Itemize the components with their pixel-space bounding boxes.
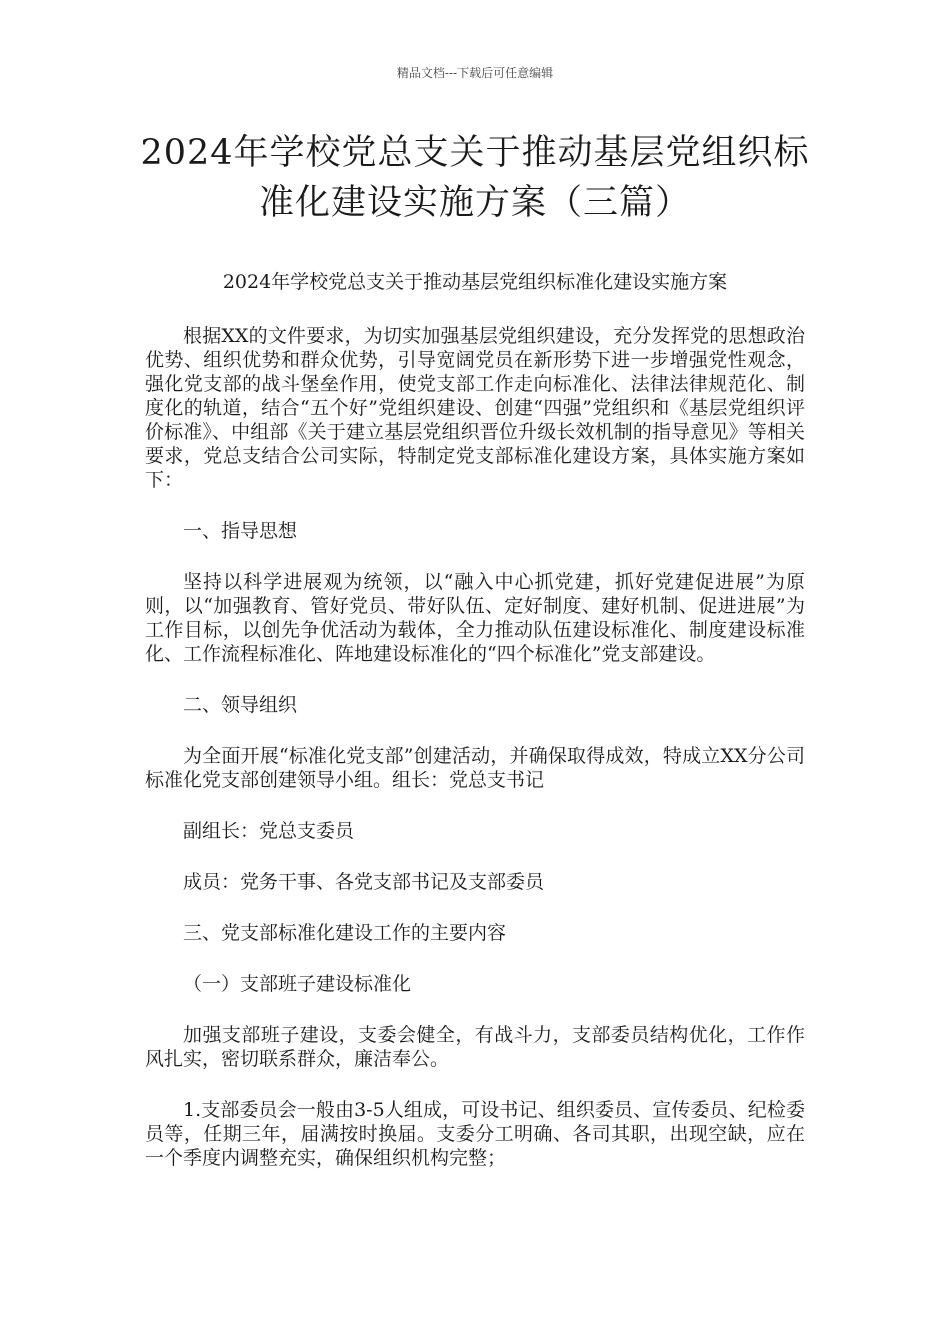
section-heading-leadership: 二、领导组织 (183, 694, 298, 716)
branch-team-paragraph: 加强支部班子建设，支委会健全，有战斗力，支部委员结构优化，工作作风扎实，密切联系群众，廉洁奉公。 (145, 1024, 805, 1070)
document-body (145, 270, 805, 1197)
item-1-paragraph: 1.支部委员会一般由3-5人组成，可设书记、组织委员、宣传委员、纪检委员等，任期三年，届满按时换届。支委分工明确、各司其职，出现空缺，应在一个季度内调整充实，确保组织机构完整； (145, 1099, 805, 1169)
subsection-heading-branch-team: （一）支部班子建设标准化 (183, 973, 412, 995)
intro-paragraph: 根据XX的文件要求，为切实加强基层党组织建设，充分发挥党的思想政治优势、组织优势和群众优势，引导宽阔党员在新形势下进一步增强党性观念，强化党支部的战斗堡垒作用，使党支部工作走向标准化、法律法律规范化、制度化的轨道，结合“五个好”党组织建设、创建“四强”党组织和《基层党组织评价标准》、中组部《关于建立基层党组织晋位升级长效机制的指导意见》等相关要求，党总支结合公司实际，特制定党支部标准化建设方案，具体实施方案如下： (145, 325, 805, 491)
document-subtitle: 2024年学校党总支关于推动基层党组织标准化建设实施方案 (222, 271, 728, 293)
document-title: 2024年学校党总支关于推动基层党组织标准化建设实施方案（三篇） (140, 133, 810, 223)
deputy-leader-line: 副组长：党总支委员 (183, 820, 355, 842)
members-line: 成员：党务干事、各党支部书记及支部委员 (183, 871, 545, 893)
leadership-paragraph: 为全面开展“标准化党支部”创建活动，并确保取得成效，特成立XX分公司标准化党支部创建领导小组。组长：党总支书记 (145, 745, 805, 791)
header-note: 精品文档---下载后可任意编辑 (396, 66, 554, 80)
section-heading-main-content: 三、党支部标准化建设工作的主要内容 (183, 922, 507, 944)
guiding-ideology-paragraph: 坚持以科学进展观为统领，以“融入中心抓党建，抓好党建促进展”为原则，以“加强教育、管好党员、带好队伍、定好制度、建好机制、促进进展”为工作目标，以创先争优活动为载体，全力推动队伍建设标准化、制度建设标准化、工作流程标准化、阵地建设标准化的“四个标准化”党支部建设。 (145, 571, 805, 665)
section-heading-guiding-ideology: 一、指导思想 (183, 520, 298, 542)
